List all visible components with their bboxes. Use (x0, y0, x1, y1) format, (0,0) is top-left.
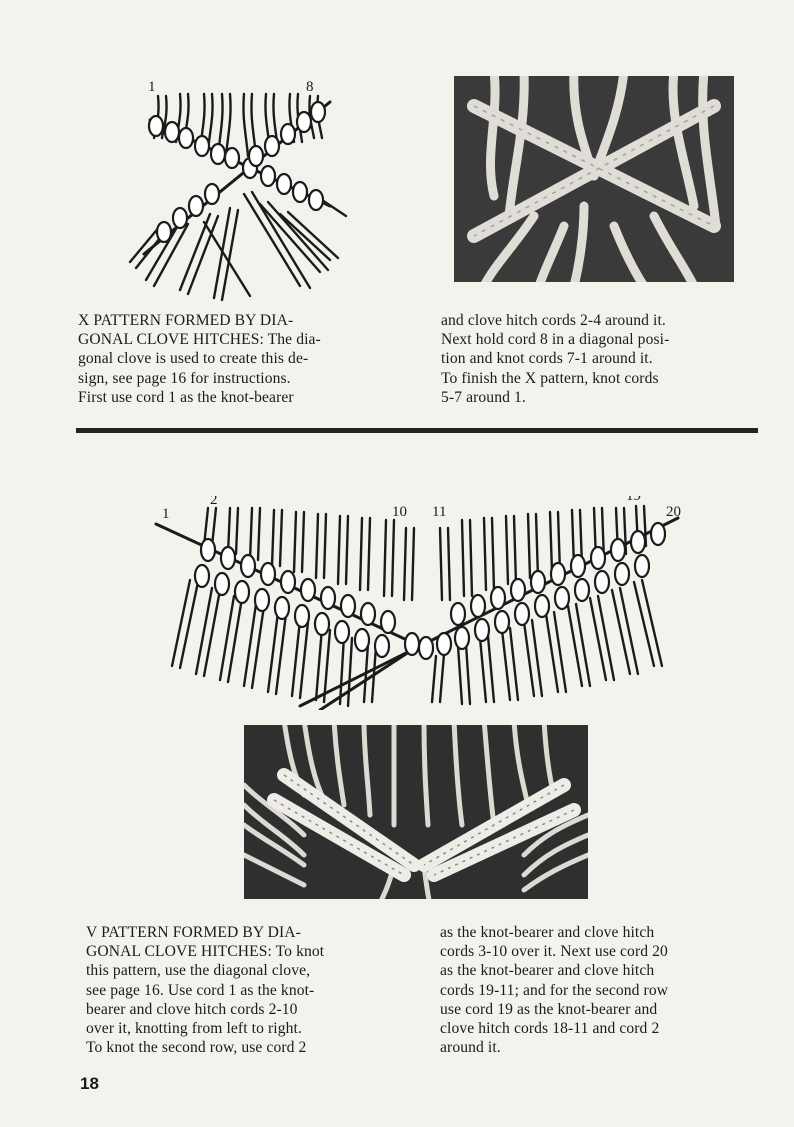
page-number: 18 (80, 1074, 99, 1093)
v-caption-right: as the knot-bearer and clove hitch cords 3-10 over it. Next use cord 20 as the knot-bearer and clove hitch cords 19-11; and for the second row use cord 19 as the knot-bearer and clove hitch cords 18-11 and cord 2 around it. (440, 924, 669, 1057)
v-label-cord-19: 19 (626, 496, 641, 504)
x-caption-left: X PATTERN FORMED BY DIA- GONAL CLOVE HITCHES: The dia- gonal clove is used to create this de- sign, see page 16 for instructions. First use cord 1 as the knot-bearer (78, 312, 321, 406)
v-pattern-diagram (150, 496, 690, 710)
v-label-cord-20: 20 (666, 504, 681, 520)
v-pattern-photo (244, 725, 588, 899)
x-label-cord-8: 8 (306, 79, 314, 95)
v-label-cord-11: 11 (432, 504, 447, 520)
v-label-cord-1: 1 (162, 506, 170, 522)
x-pattern-diagram (120, 76, 360, 306)
v-caption-left: V PATTERN FORMED BY DIA- GONAL CLOVE HITCHES: To knot this pattern, use the diagonal clove, see page 16. Use cord 1 as the knot- bearer and clove hitch cords 2-10 over it, knotting from left to right. To knot the second row, use cord 2 (86, 924, 325, 1057)
v-label-cord-10: 10 (392, 504, 407, 520)
x-label-cord-1: 1 (148, 79, 156, 95)
x-pattern-photo (454, 76, 734, 282)
v-label-cord-2: 2 (210, 496, 218, 508)
x-caption-right: and clove hitch cords 2-4 around it. Next hold cord 8 in a diagonal posi- tion and knot cords 7-1 around it. To finish the X pattern, knot cords 5-7 around 1. (441, 312, 670, 406)
section-divider (76, 428, 758, 433)
